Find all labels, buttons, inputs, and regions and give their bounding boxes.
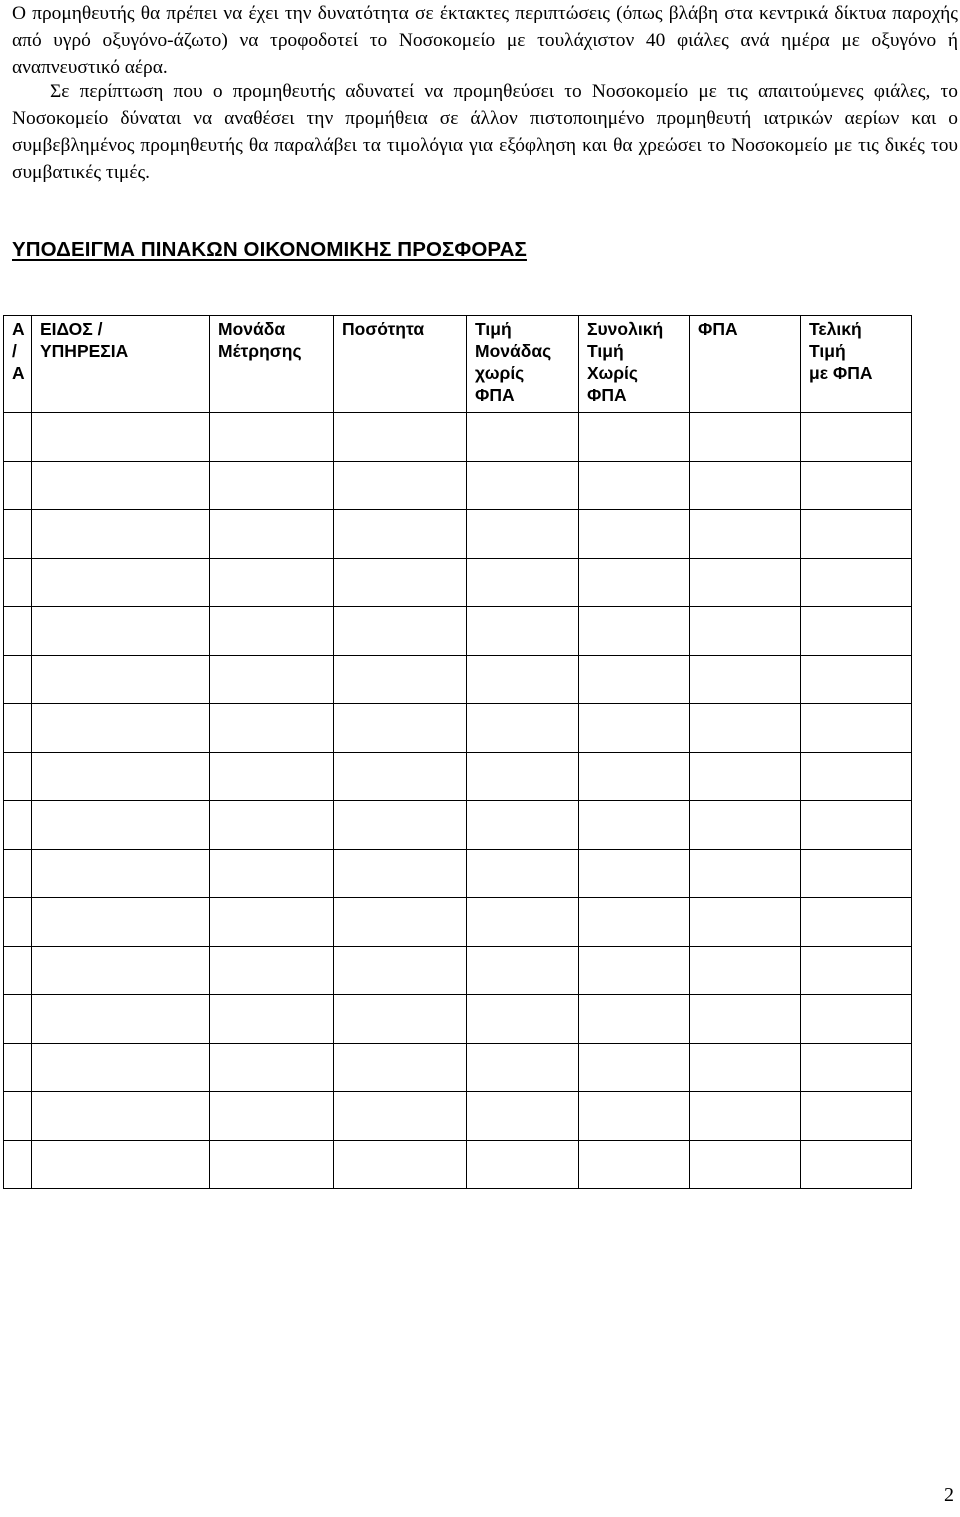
table-cell — [467, 801, 579, 850]
table-cell — [690, 1043, 801, 1092]
table-cell — [210, 946, 334, 995]
table-cell — [801, 655, 912, 704]
table-cell — [579, 704, 690, 753]
column-header-unit-price: Τιμή Μονάδας χωρίς ΦΠΑ — [467, 316, 579, 413]
table-cell — [801, 801, 912, 850]
table-cell — [4, 849, 32, 898]
table-row — [4, 849, 912, 898]
table-row — [4, 1140, 912, 1189]
table-cell — [467, 849, 579, 898]
table-cell — [4, 1140, 32, 1189]
table-cell — [801, 510, 912, 559]
section-heading: ΥΠΟΔΕΙΓΜΑ ΠΙΝΑΚΩΝ ΟΙΚΟΝΟΜΙΚΗΣ ΠΡΟΣΦΟΡΑΣ — [12, 238, 527, 261]
column-header-final-price: Τελική Τιμή με ΦΠΑ — [801, 316, 912, 413]
table-cell — [579, 1043, 690, 1092]
table-cell — [4, 461, 32, 510]
table-row — [4, 898, 912, 947]
table-cell — [467, 946, 579, 995]
table-cell — [690, 946, 801, 995]
table-cell — [579, 946, 690, 995]
table-cell — [32, 1140, 210, 1189]
table-cell — [334, 1140, 467, 1189]
table-cell — [32, 510, 210, 559]
paragraph-alternative-supplier: Σε περίπτωση που ο προμηθευτής αδυνατεί να προμηθεύσει το Νοσοκομείο με τις απαιτούμενες φιάλες, το Νοσοκομείο δύναται να αναθέσει την προμήθεια σε άλλον πιστοποιημένο προμηθευτή ιατρικών αερίων και ο συμβεβλημένος προμηθευτής θα παραλάβει τα τιμολόγια για εξόφληση και θα χρεώσει το Νοσοκομείο με τις δικές του συμβατικές τιμές. — [12, 81, 958, 183]
table-cell — [32, 607, 210, 656]
table-cell — [467, 898, 579, 947]
table-header-row — [4, 316, 912, 413]
column-header-unit: Μονάδα Μέτρησης — [210, 316, 334, 413]
table-cell — [4, 704, 32, 753]
table-cell — [334, 995, 467, 1044]
table-row — [4, 413, 912, 462]
table-cell — [210, 461, 334, 510]
table-cell — [4, 510, 32, 559]
table-cell — [210, 558, 334, 607]
table-row — [4, 461, 912, 510]
table-cell — [690, 704, 801, 753]
table-cell — [690, 849, 801, 898]
table-cell — [32, 704, 210, 753]
table-cell — [690, 898, 801, 947]
table-cell — [210, 607, 334, 656]
column-header-item-service: ΕΙΔΟΣ / ΥΠΗΡΕΣΙΑ — [32, 316, 210, 413]
table-cell — [467, 655, 579, 704]
table-cell — [334, 849, 467, 898]
table-cell — [32, 558, 210, 607]
table-cell — [334, 413, 467, 462]
table-cell — [579, 607, 690, 656]
table-cell — [690, 461, 801, 510]
table-cell — [690, 1092, 801, 1141]
table-cell — [579, 1140, 690, 1189]
table-cell — [334, 510, 467, 559]
table-cell — [579, 801, 690, 850]
table-cell — [801, 995, 912, 1044]
table-cell — [210, 849, 334, 898]
table-cell — [801, 1092, 912, 1141]
table-row — [4, 995, 912, 1044]
table-body — [4, 413, 912, 1189]
table-cell — [467, 461, 579, 510]
table-cell — [334, 898, 467, 947]
table-cell — [4, 607, 32, 656]
table-cell — [32, 1092, 210, 1141]
table-cell — [801, 413, 912, 462]
table-cell — [579, 461, 690, 510]
table-row — [4, 946, 912, 995]
table-cell — [4, 752, 32, 801]
table-row — [4, 607, 912, 656]
table-cell — [4, 655, 32, 704]
table-cell — [4, 413, 32, 462]
table-cell — [334, 655, 467, 704]
table-cell — [210, 898, 334, 947]
table-cell — [32, 655, 210, 704]
table-cell — [579, 752, 690, 801]
table-cell — [801, 461, 912, 510]
table-cell — [801, 946, 912, 995]
table-cell — [690, 558, 801, 607]
table-cell — [579, 510, 690, 559]
table-cell — [467, 413, 579, 462]
table-cell — [801, 704, 912, 753]
table-cell — [32, 752, 210, 801]
table-cell — [210, 510, 334, 559]
table-cell — [467, 607, 579, 656]
table-row — [4, 1092, 912, 1141]
table-cell — [32, 1043, 210, 1092]
column-header-quantity: Ποσότητα — [334, 316, 467, 413]
table-cell — [32, 946, 210, 995]
table-row — [4, 704, 912, 753]
table-row — [4, 558, 912, 607]
table-row — [4, 801, 912, 850]
table-cell — [467, 1140, 579, 1189]
table-cell — [467, 558, 579, 607]
table-cell — [801, 849, 912, 898]
table-cell — [210, 1043, 334, 1092]
table-cell — [801, 558, 912, 607]
financial-offer-table — [3, 315, 912, 1189]
table-cell — [579, 1092, 690, 1141]
table-cell — [210, 413, 334, 462]
table-cell — [210, 655, 334, 704]
table-row — [4, 510, 912, 559]
column-header-vat: ΦΠΑ — [690, 316, 801, 413]
table-cell — [801, 752, 912, 801]
table-cell — [210, 752, 334, 801]
table-cell — [4, 801, 32, 850]
table-cell — [690, 655, 801, 704]
table-cell — [4, 1092, 32, 1141]
table-cell — [690, 1140, 801, 1189]
table-cell — [579, 655, 690, 704]
table-cell — [210, 801, 334, 850]
table-cell — [334, 1092, 467, 1141]
table-cell — [334, 704, 467, 753]
table-cell — [467, 704, 579, 753]
table-cell — [32, 849, 210, 898]
table-cell — [690, 413, 801, 462]
table-cell — [579, 849, 690, 898]
table-cell — [210, 1140, 334, 1189]
table-cell — [334, 752, 467, 801]
page-number: 2 — [944, 1484, 954, 1506]
table-cell — [467, 1043, 579, 1092]
table-row — [4, 752, 912, 801]
table-cell — [32, 898, 210, 947]
table-cell — [690, 801, 801, 850]
table-cell — [210, 1092, 334, 1141]
table-cell — [579, 995, 690, 1044]
table-cell — [467, 1092, 579, 1141]
table-cell — [32, 801, 210, 850]
table-cell — [32, 995, 210, 1044]
table-cell — [334, 607, 467, 656]
table-cell — [4, 946, 32, 995]
table-cell — [4, 558, 32, 607]
table-cell — [579, 898, 690, 947]
table-cell — [334, 946, 467, 995]
table-cell — [579, 413, 690, 462]
table-cell — [4, 898, 32, 947]
table-cell — [579, 558, 690, 607]
table-cell — [801, 898, 912, 947]
table-cell — [690, 607, 801, 656]
table-cell — [210, 995, 334, 1044]
table-cell — [210, 704, 334, 753]
column-header-total-price: Συνολική Τιμή Χωρίς ΦΠΑ — [579, 316, 690, 413]
table-row — [4, 1043, 912, 1092]
table-cell — [801, 607, 912, 656]
table-cell — [334, 1043, 467, 1092]
table-cell — [4, 1043, 32, 1092]
column-header-aa: Α / Α — [4, 316, 32, 413]
table-cell — [334, 461, 467, 510]
table-cell — [32, 413, 210, 462]
table-cell — [690, 752, 801, 801]
table-cell — [467, 995, 579, 1044]
table-cell — [801, 1043, 912, 1092]
table-cell — [467, 510, 579, 559]
table-cell — [334, 801, 467, 850]
table-cell — [690, 510, 801, 559]
table-row — [4, 655, 912, 704]
table-cell — [4, 995, 32, 1044]
table-cell — [690, 995, 801, 1044]
table-cell — [467, 752, 579, 801]
table-cell — [32, 461, 210, 510]
table-cell — [801, 1140, 912, 1189]
table-cell — [334, 558, 467, 607]
paragraph-emergency-supply: Ο προμηθευτής θα πρέπει να έχει την δυνατότητα σε έκτακτες περιπτώσεις (όπως βλάβη στα κεντρικά δίκτυα παροχής από υγρό οξυγόνο-άζωτο) να τροφοδοτεί το Νοσοκομείο με τουλάχιστον 40 φιάλες ανά ημέρα με οξυγόνο ή αναπνευστικό αέρα. — [12, 3, 958, 78]
